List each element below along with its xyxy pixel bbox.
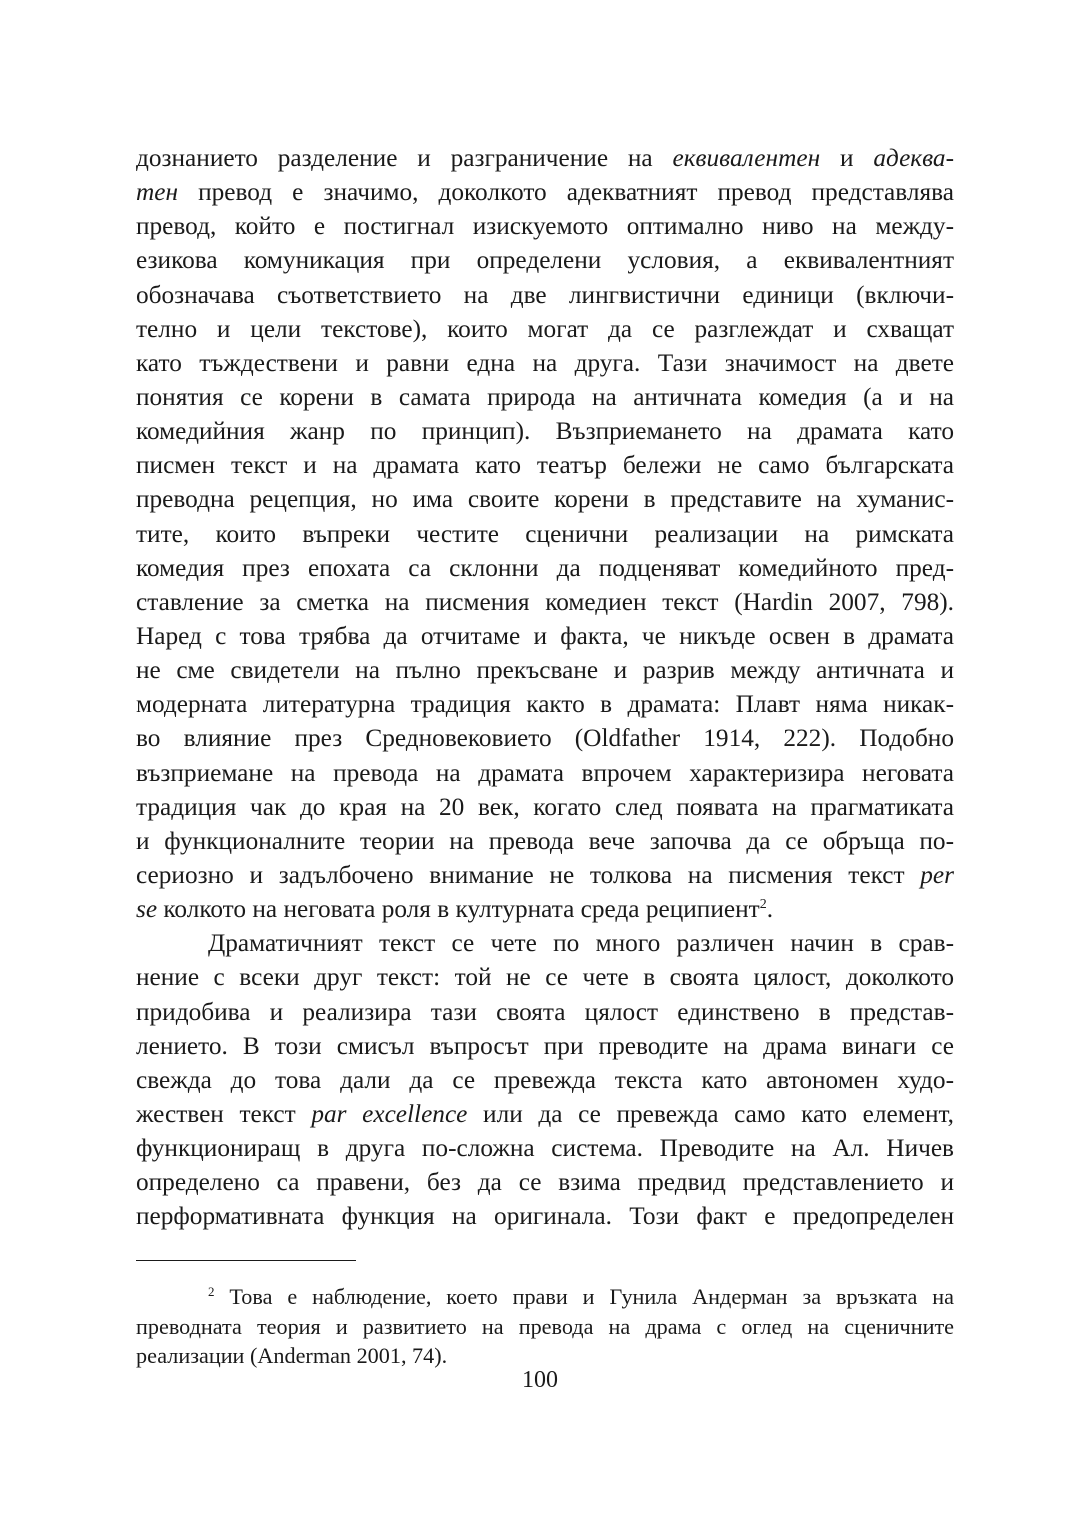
text-line: модерната литературна традиция както в драмата: Плавт няма никак- — [136, 690, 954, 719]
text-line: нение с всеки друг текст: той не се чете в своята цялост, доколкото — [136, 963, 954, 992]
text-line: определено са правени, без да се взима предвид представлението и — [136, 1168, 954, 1197]
paragraph-2 — [136, 926, 954, 1233]
text-line: традиция чак до края на 20 век, когато след появата на прагматиката — [136, 792, 954, 821]
text-line: ставление за сметка на писмения комедиен текст (Hardin 2007, 798). — [136, 587, 954, 616]
text-line: Драматичният текст се чете по много различен начин в срав- — [208, 929, 954, 958]
text-line: не сме свидетели на пълно прекъсване и разрив между античната и — [136, 656, 954, 685]
text-line: комедия през епохата са склонни да подценяват комедийното пред- — [136, 553, 954, 582]
text-line: езикова комуникация при определени условия, а еквивалентният — [136, 246, 954, 275]
text-line: преводна рецепция, но има своите корени в представите на хуманис- — [136, 485, 954, 514]
text-line: свежда до това дали да се превежда текста като автономен худо- — [136, 1065, 954, 1094]
text-line: тен превод е значимо, доколкото адекватният превод представлява — [136, 178, 954, 207]
text-line: понятия се корени в самата природа на античната комедия (а и на — [136, 382, 954, 411]
paragraph-1 — [136, 141, 954, 926]
text-line: se колкото на неговата роля в културната среда реципиент$^2$. — [136, 895, 774, 924]
footnote-line: преводната теория и развитието на превода на драма с оглед на сценичните — [136, 1313, 954, 1339]
text-line: комедийния жанр по принцип). Възприемането на драмата като — [136, 417, 954, 446]
main-text — [136, 141, 954, 1234]
text-line: сериозно и задълбочено внимание не толкова на писмения текст per — [136, 860, 954, 889]
text-line: лението. В този смисъл въпросът при преводите на драма винаги се — [136, 1031, 954, 1060]
footnote-line: $^2$ Това е наблюдение, което прави и Гунила Андерман за връзката на — [208, 1284, 954, 1309]
text-line: възприемане на превода на драмата впрочем характеризира неговата — [136, 758, 954, 787]
text-line: като тъждествени и равни една на друга. Тази значимост на двете — [136, 348, 954, 377]
text-line: жествен текст par excellence или да се превежда само като елемент, — [136, 1099, 954, 1128]
text-line: телно и цели текстове), които могат да се разглеждат и схващат — [136, 314, 954, 343]
page-number: 100 — [522, 1367, 558, 1393]
text-line: и функционалните теории на превода вече започва да се обръща по- — [136, 826, 954, 855]
text-line: во влияние през Средновековието (Oldfather 1914, 222). Подобно — [136, 724, 954, 753]
footnote-separator — [136, 1260, 356, 1261]
footnote-line: реализации (Anderman 2001, 74). — [136, 1343, 448, 1368]
text-line: придобива и реализира тази своята цялост единствено в представ- — [136, 997, 954, 1026]
footnote-marker: 2 — [208, 1284, 215, 1299]
text-line: тите, които въпреки честите сценични реализации на римската — [136, 519, 954, 548]
footnote-reference[interactable]: 2 — [759, 897, 767, 913]
text-line: Наред с това трябва да отчитаме и факта, че никъде освен в драмата — [136, 621, 954, 650]
text-line: дознанието разделение и разграничение на еквивалентен и адеква- — [136, 144, 955, 172]
text-line: писмен текст и на драмата като театър бележи не само българската — [136, 451, 954, 480]
text-line: функциониращ в друга по-сложна система. Преводите на Ал. Ничев — [136, 1134, 954, 1163]
footnote — [136, 1282, 954, 1371]
text-line: перформативната функция на оригинала. Този факт е предопределен — [136, 1202, 954, 1231]
text-line: обозначава съответствието на две лингвистични единици (включи- — [136, 280, 954, 309]
text-line: превод, който е постигнал изискуемото оптимално ниво на между- — [136, 212, 954, 241]
